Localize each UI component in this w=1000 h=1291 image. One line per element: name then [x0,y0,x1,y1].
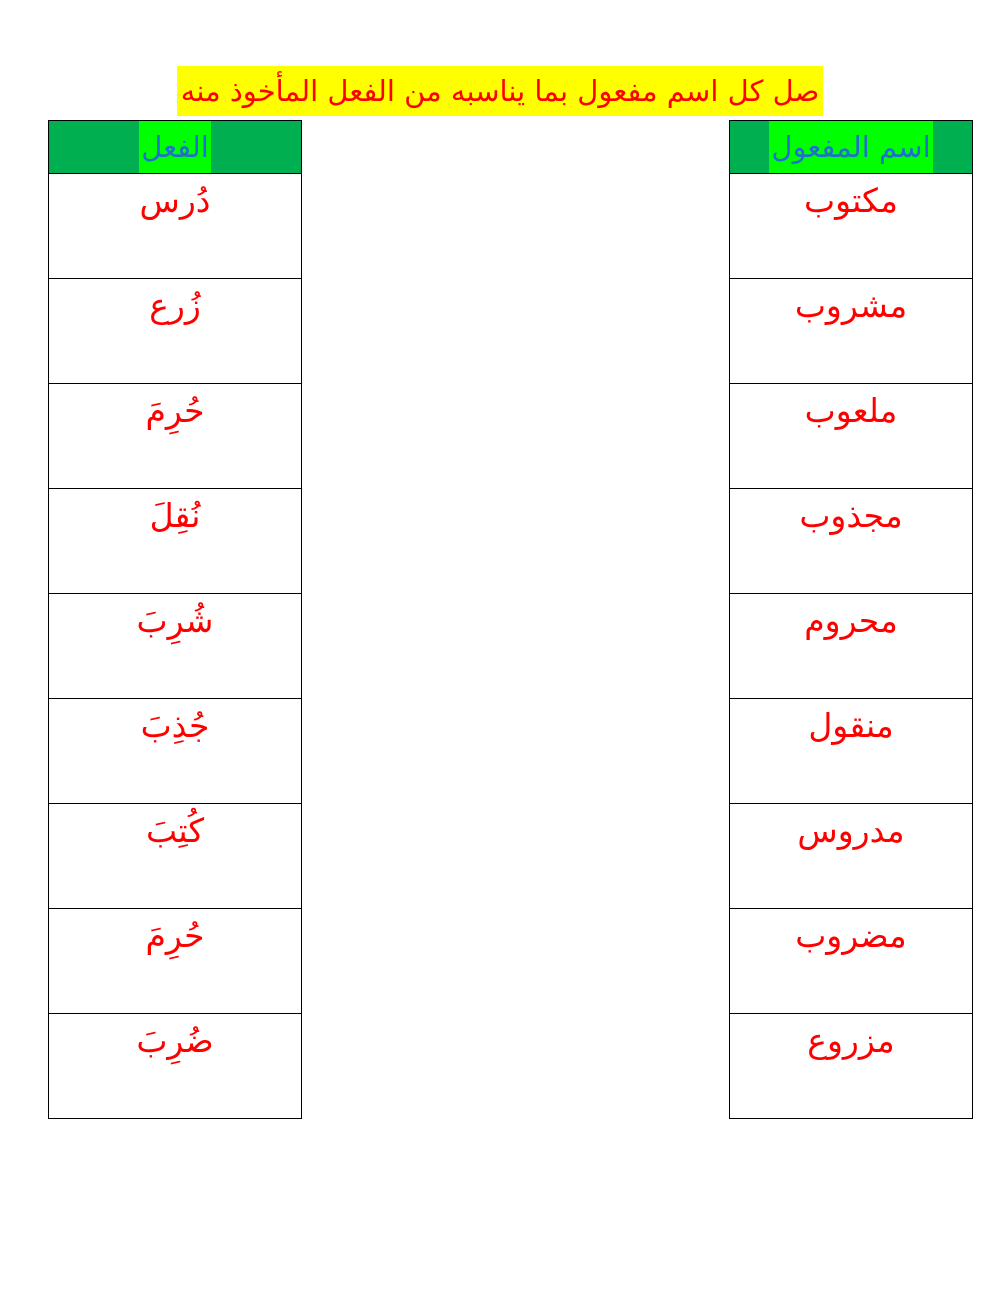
verb-cell[interactable] [48,909,302,1014]
noun-cell[interactable] [729,384,973,489]
noun-word: ملعوب [804,391,898,430]
verb-column-header [48,120,302,174]
noun-cell[interactable] [729,279,973,384]
noun-word: مشروب [794,286,908,325]
noun-cell[interactable] [729,699,973,804]
noun-cell[interactable] [729,489,973,594]
noun-word: مجذوب [799,496,903,535]
noun-word: منقول [808,706,894,745]
noun-cell[interactable] [729,174,973,279]
verb-word: جُذِبَ [140,706,210,745]
verb-column [48,120,302,1119]
noun-column [729,120,973,1119]
page-title: صل كل اسم مفعول بما يناسبه من الفعل المأخوذ منه [177,66,823,116]
verb-cell[interactable] [48,174,302,279]
verb-word: كُتِبَ [145,811,205,850]
verb-cell[interactable] [48,1014,302,1119]
verb-cell[interactable] [48,804,302,909]
verb-column-header-label: الفعل [139,121,211,173]
noun-cell[interactable] [729,1014,973,1119]
noun-column-header-label: اسم المفعول [769,121,932,173]
verb-cell[interactable] [48,699,302,804]
noun-word: مدروس [797,811,905,850]
verb-word: ضُرِبَ [136,1021,214,1060]
verb-word: حُرِمَ [145,391,205,430]
verb-cell[interactable] [48,279,302,384]
noun-cell[interactable] [729,594,973,699]
verb-word: نُقِلَ [149,496,201,535]
verb-cell[interactable] [48,594,302,699]
verb-word: شُرِبَ [136,601,214,640]
verb-cell[interactable] [48,489,302,594]
noun-column-header [729,120,973,174]
verb-cell[interactable] [48,384,302,489]
noun-word: محروم [804,601,898,640]
verb-word: حُرِمَ [145,916,205,955]
noun-word: مزروع [807,1021,895,1060]
verb-word: دُرس [139,181,211,220]
noun-word: مضروب [795,916,907,955]
verb-word: زُرع [149,286,201,325]
noun-cell[interactable] [729,909,973,1014]
noun-word: مكتوب [804,181,898,220]
title-row [0,66,1000,116]
noun-cell[interactable] [729,804,973,909]
